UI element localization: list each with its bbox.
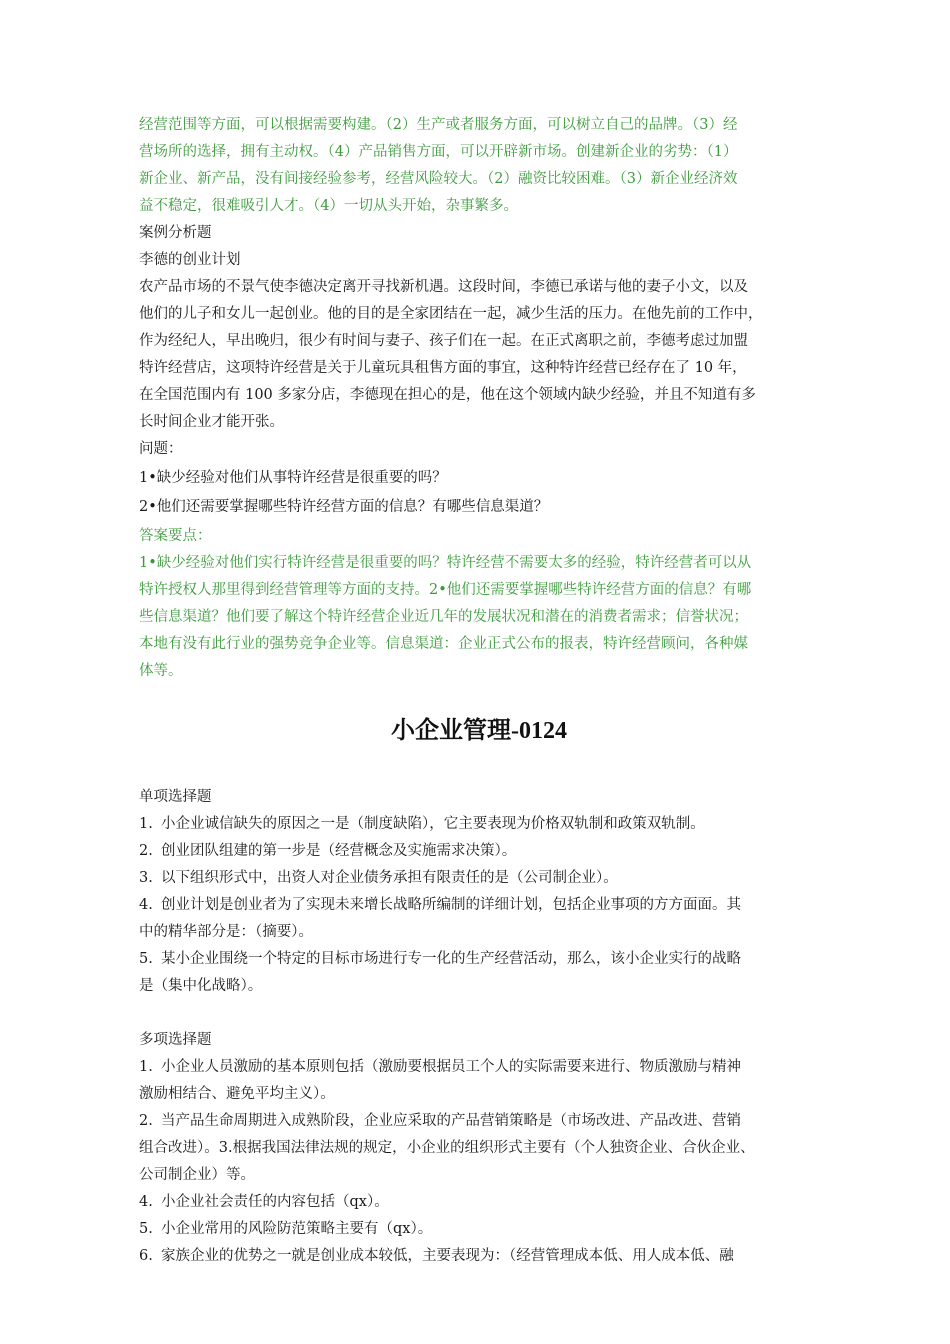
item-number: 2. [139, 1113, 153, 1129]
answer-line: 益不稳定，很难吸引人才。（4）一切从头开始，杂事繁多。 [139, 198, 518, 214]
item-text: 家族企业的优势之一就是创业成本较低，主要表现为：（经营管理成本低、用人成本低、融 [161, 1248, 734, 1264]
question-item: 2•他们还需要掌握哪些特许经营方面的信息？有哪些信息渠道？ [139, 499, 549, 515]
case-body-line: 在全国范围内有 100 多家分店，李德现在担心的是，他在这个领域内缺少经验，并且不知道有多 [139, 387, 756, 403]
multi-choice-item [139, 1189, 819, 1216]
answer-line: 体等。 [139, 663, 183, 679]
item-text: 创业团队组建的第一步是（经营概念及实施需求决策）。 [161, 843, 517, 859]
case-body-line: 特许经营店，这项特许经营是关于儿童玩具租售方面的事宜，这种特许经营已经存在了 10 年， [139, 360, 747, 376]
item-number: 4. [139, 897, 153, 913]
single-choice-item [139, 865, 819, 892]
item-number: 4. [139, 1194, 153, 1210]
section-title-text: 小企业管理 [391, 715, 511, 744]
single-choice-heading: 单项选择题 [139, 789, 212, 805]
item-number: 6. [139, 1248, 153, 1264]
single-choice-item [139, 838, 819, 865]
section-title-code: -0124 [511, 718, 567, 744]
single-choice-item [139, 892, 819, 946]
answer-line: 些信息渠道？他们要了解这个特许经营企业近几年的发展状况和潜在的消费者需求；信誉状况； [139, 609, 748, 625]
answer-line: 新企业、新产品，没有间接经验参考，经营风险较大。（2）融资比较困难。（3）新企业经济效 [139, 171, 738, 187]
multi-choice-item [139, 1216, 819, 1243]
item-text-continued: 组合改进）。3.根据我国法律法规的规定，小企业的组织形式主要有（个人独资企业、合伙企业、 [139, 1140, 755, 1156]
case-analysis-block [139, 220, 819, 685]
question-item: 1•缺少经验对他们从事特许经营是很重要的吗？ [139, 470, 447, 486]
case-body-line: 农产品市场的不景气使李德决定离开寻找新机遇。这段时间，李德已承诺与他的妻子小文，以及 [139, 279, 748, 295]
case-body-line: 作为经纪人，早出晚归，很少有时间与妻子、孩子们在一起。在正式离职之前，李德考虑过加盟 [139, 333, 748, 349]
document-page [139, 112, 819, 1270]
item-text-continued: 激励相结合、避免平均主义）。 [139, 1086, 335, 1102]
item-text: 创业计划是创业者为了实现未来增长战略所编制的详细计划，包括企业事项的方方面面。其 [161, 897, 741, 913]
answer-label: 答案要点： [139, 528, 212, 544]
case-body-line: 长时间企业才能开张。 [139, 414, 284, 430]
multi-choice-heading: 多项选择题 [139, 1032, 212, 1048]
answer-line: 营场所的选择，拥有主动权。（4）产品销售方面，可以开辟新市场。创建新企业的劣势：（1） [139, 144, 738, 160]
item-number: 1. [139, 1059, 153, 1075]
answer-line: 本地有没有此行业的强势竞争企业等。信息渠道：企业正式公布的报表，特许经营顾问，各种媒 [139, 636, 748, 652]
item-number: 2. [139, 843, 153, 859]
answer-line: 特许授权人那里得到经营管理等方面的支持。2•他们还需要掌握哪些特许经营方面的信息？有哪 [139, 582, 752, 598]
item-text: 小企业人员激励的基本原则包括（激励要根据员工个人的实际需要来进行、物质激励与精神 [161, 1059, 741, 1075]
item-text: 以下组织形式中，出资人对企业债务承担有限责任的是（公司制企业）。 [161, 870, 618, 886]
item-text: 当产品生命周期进入成熟阶段，企业应采取的产品营销策略是（市场改进、产品改进、营销 [161, 1113, 741, 1129]
spacer [139, 1000, 819, 1027]
item-number: 5. [139, 1221, 153, 1237]
multi-choice-item [139, 1054, 819, 1108]
item-text-continued: 是（集中化战略）。 [139, 978, 263, 994]
question-label: 问题： [139, 441, 183, 457]
case-body-line: 他们的儿子和女儿一起创业。他的目的是全家团结在一起，减少生活的压力。在他先前的工作中， [139, 306, 763, 322]
item-text-continued: 公司制企业）等。 [139, 1167, 255, 1183]
item-number: 1. [139, 816, 153, 832]
answer-line: 经营范围等方面，可以根据需要构建。（2）生产或者服务方面，可以树立自己的品牌。（3）经 [139, 117, 738, 133]
item-text: 小企业社会责任的内容包括（qx）。 [161, 1194, 389, 1210]
item-text: 小企业常用的风险防范策略主要有（qx）。 [161, 1221, 433, 1237]
multi-choice-item [139, 1243, 819, 1270]
section-title [139, 713, 819, 748]
answer-line: 1•缺少经验对他们实行特许经营是很重要的吗？特许经营不需要太多的经验，特许经营者可以从 [139, 555, 752, 571]
multi-choice-item [139, 1108, 819, 1189]
single-choice-item [139, 946, 819, 1000]
item-number: 5. [139, 951, 153, 967]
item-number: 3. [139, 870, 153, 886]
case-heading: 案例分析题 [139, 225, 212, 241]
item-text-continued: 中的精华部分是：（摘要）。 [139, 924, 313, 940]
single-choice-item [139, 811, 819, 838]
case-title: 李德的创业计划 [139, 252, 241, 268]
multi-choice-section [139, 1027, 819, 1270]
top-answer-block [139, 112, 819, 220]
single-choice-section [139, 784, 819, 1000]
item-text: 小企业诚信缺失的原因之一是（制度缺陷），它主要表现为价格双轨制和政策双轨制。 [161, 816, 705, 832]
item-text: 某小企业围绕一个特定的目标市场进行专一化的生产经营活动，那么，该小企业实行的战略 [161, 951, 741, 967]
